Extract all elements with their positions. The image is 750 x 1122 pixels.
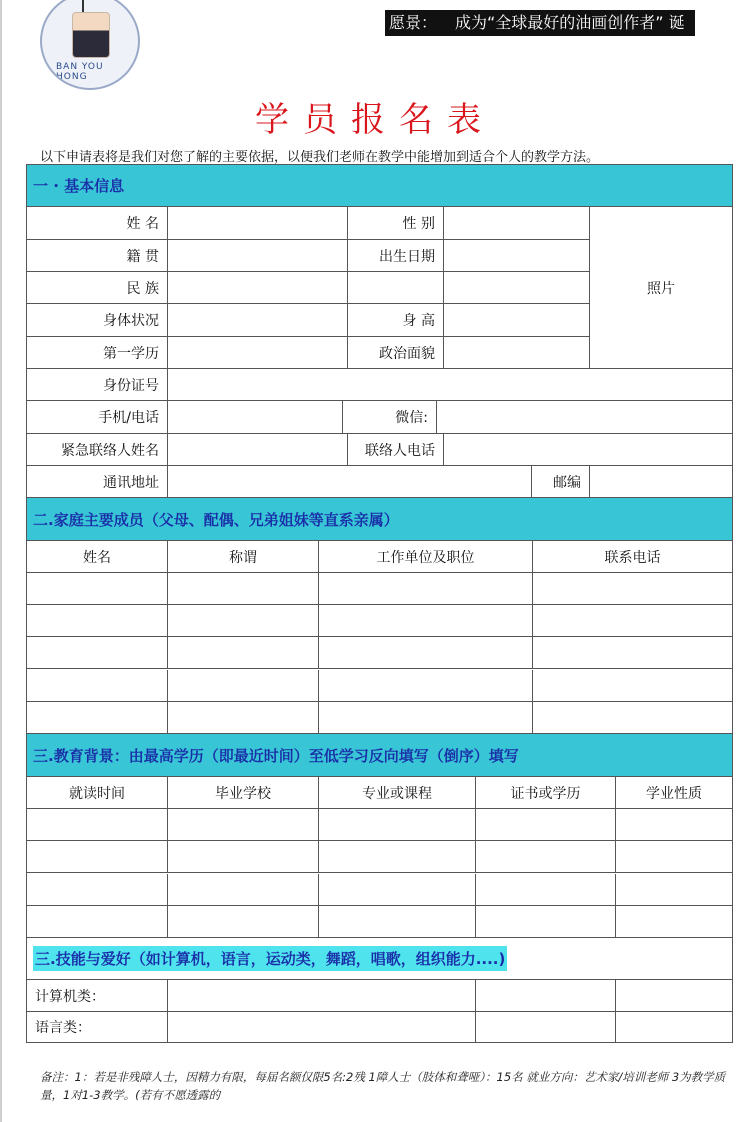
education-row-cell[interactable] [168,809,319,841]
family-row-cell[interactable] [533,670,732,702]
label-emergency-phone: 联络人电话 [348,434,444,466]
label-gender: 性 别 [348,207,444,240]
section-family-header [27,498,732,541]
section-education-title: 三.教育背景：由最高学历（即最近时间）至低学习反向填写（倒序）填写 [33,746,519,765]
label-phone: 手机/电话 [27,401,168,434]
field-extra-1[interactable] [348,272,444,304]
family-row-cell[interactable] [27,573,168,605]
education-row-cell[interactable] [616,841,732,873]
label-photo: 照片 [647,280,675,297]
education-row-cell[interactable] [27,906,168,938]
family-row-cell[interactable] [168,702,319,734]
field-computer-skills-2[interactable] [476,980,616,1012]
family-row-cell[interactable] [27,637,168,669]
logo-text: BAN YOU HONG [56,62,104,82]
section-education-header [27,734,732,777]
field-wechat[interactable] [437,401,732,434]
family-col-name: 姓名 [27,541,168,573]
field-id-card[interactable] [168,369,732,401]
education-row-cell[interactable] [168,906,319,938]
field-extra-2[interactable] [444,272,590,304]
family-row-cell[interactable] [533,702,732,734]
field-gender[interactable] [444,207,590,240]
field-photo[interactable] [590,207,732,369]
education-row-cell[interactable] [616,874,732,906]
family-row-cell[interactable] [27,605,168,637]
education-row-cell[interactable] [476,906,616,938]
education-row-cell[interactable] [319,874,476,906]
section-skills-header [27,938,732,980]
vision-banner [385,10,695,36]
edu-col-type: 学业性质 [616,777,732,809]
label-political: 政治面貌 [348,337,444,369]
edu-col-major: 专业或课程 [319,777,476,809]
education-row-cell[interactable] [319,841,476,873]
field-education[interactable] [168,337,348,369]
field-postcode[interactable] [590,466,732,498]
field-phone[interactable] [168,401,343,434]
studio-logo [40,0,140,90]
family-row-cell[interactable] [168,670,319,702]
field-name[interactable] [168,207,348,240]
section-basic-info-title: 一 · 基本信息 [33,177,125,195]
section-skills-title: 三.技能与爱好（如计算机，语言，运动类，舞蹈，唱歌，组织能力....) [33,946,507,971]
field-computer-skills-3[interactable] [616,980,732,1012]
family-col-relation: 称谓 [168,541,319,573]
field-emergency-phone[interactable] [444,434,732,466]
edu-col-school: 毕业学校 [168,777,319,809]
family-row-cell[interactable] [319,670,533,702]
label-postcode: 邮编 [532,466,590,498]
family-row-cell[interactable] [168,637,319,669]
family-col-phone: 联系电话 [533,541,732,573]
field-political[interactable] [444,337,590,369]
label-health: 身体状况 [27,304,168,337]
registration-form [26,164,733,1043]
family-row-cell[interactable] [533,637,732,669]
vision-label: 愿景： [389,13,438,32]
field-birth-date[interactable] [444,240,590,272]
education-row-cell[interactable] [476,841,616,873]
field-native-place[interactable] [168,240,348,272]
education-row-cell[interactable] [319,906,476,938]
label-id-card: 身份证号 [27,369,168,401]
education-row-cell[interactable] [616,809,732,841]
family-row-cell[interactable] [319,605,533,637]
label-computer-skills: 计算机类： [27,980,168,1012]
family-row-cell[interactable] [319,702,533,734]
field-language-skills-2[interactable] [476,1012,616,1042]
field-emergency-contact[interactable] [168,434,348,466]
edu-col-certificate: 证书或学历 [476,777,616,809]
field-language-skills-3[interactable] [616,1012,732,1042]
section-family-title: 二.家庭主要成员（父母、配偶、兄弟姐妹等直系亲属） [33,510,399,529]
education-row-cell[interactable] [27,841,168,873]
family-row-cell[interactable] [168,573,319,605]
family-row-cell[interactable] [533,605,732,637]
label-emergency-contact: 紧急联络人姓名 [27,434,168,466]
education-row-cell[interactable] [27,809,168,841]
label-education: 第一学历 [27,337,168,369]
family-row-cell[interactable] [168,605,319,637]
label-native-place: 籍 贯 [27,240,168,272]
edu-col-period: 就读时间 [27,777,168,809]
label-birth-date: 出生日期 [348,240,444,272]
family-row-cell[interactable] [319,637,533,669]
family-row-cell[interactable] [27,670,168,702]
education-row-cell[interactable] [476,874,616,906]
label-ethnicity: 民 族 [27,272,168,304]
family-col-work: 工作单位及职位 [319,541,533,573]
label-height: 身 高 [348,304,444,337]
field-address[interactable] [168,466,532,498]
label-address: 通讯地址 [27,466,168,498]
education-row-cell[interactable] [476,809,616,841]
education-row-cell[interactable] [319,809,476,841]
vision-text: 成为“全球最好的油画创作者” 诞 [455,13,685,32]
footnote: 备注：1：若是非残障人士，因精力有限，每届名额仅限5名:2残 1障人士（肢体和聋哑）：15名 就业方向：艺术家/培训老师 3为教学质量，1对1-3教学。(若有不愿透露的 [40,1070,726,1102]
field-height[interactable] [444,304,590,337]
field-ethnicity[interactable] [168,272,348,304]
field-language-skills-1[interactable] [168,1012,476,1042]
label-wechat: 微信: [343,401,437,434]
page-edge [0,0,2,1122]
logo-portrait [72,12,110,58]
family-row-cell[interactable] [27,702,168,734]
field-health[interactable] [168,304,348,337]
family-row-cell[interactable] [319,573,533,605]
family-row-cell[interactable] [533,573,732,605]
education-row-cell[interactable] [616,906,732,938]
education-row-cell[interactable] [168,841,319,873]
label-language-skills: 语言类： [27,1012,168,1042]
education-row-cell[interactable] [27,874,168,906]
education-row-cell[interactable] [168,874,319,906]
page-title: 学员报名表 [255,100,495,140]
intro-text: 以下申请表将是我们对您了解的主要依据，以便我们老师在教学中能增加到适合个人的教学方法。 [40,150,600,165]
field-computer-skills-1[interactable] [168,980,476,1012]
section-basic-info-header [27,165,732,207]
label-name: 姓 名 [27,207,168,240]
